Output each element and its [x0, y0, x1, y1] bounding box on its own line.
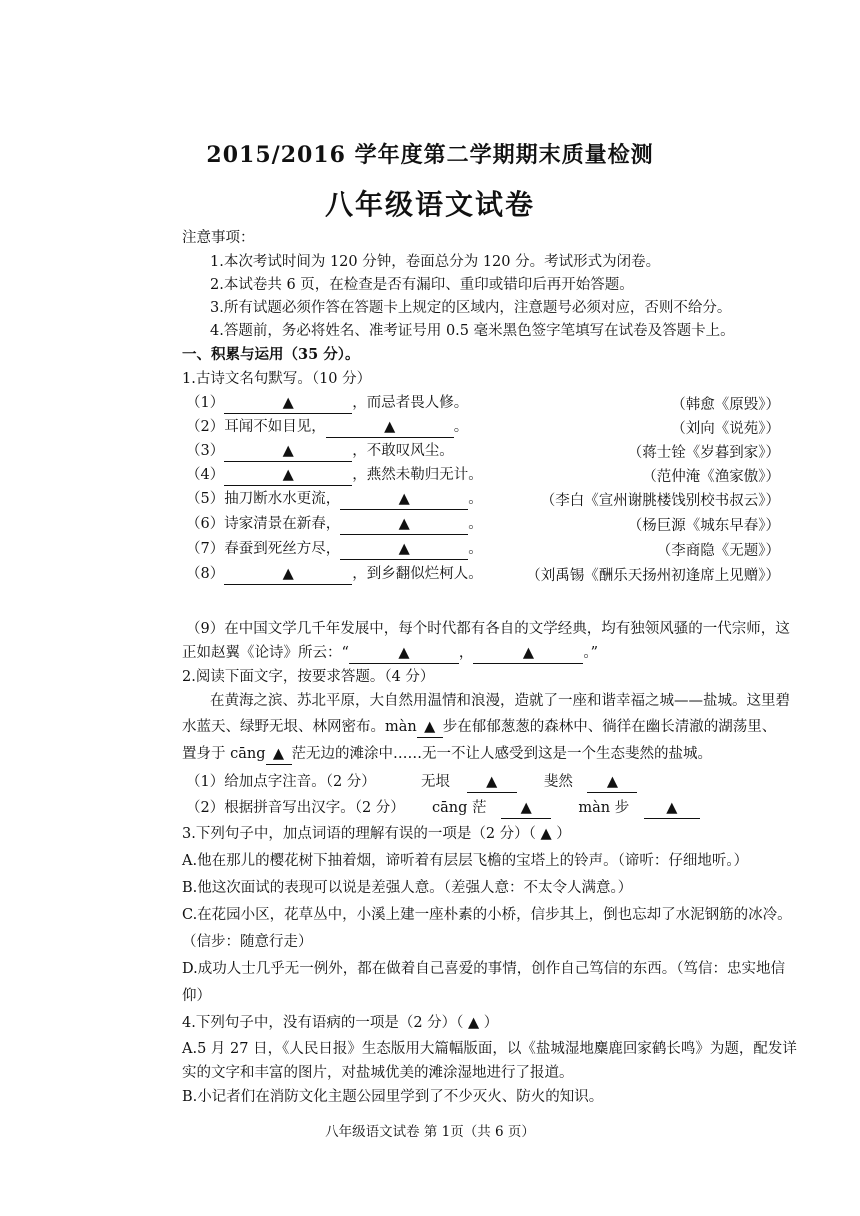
question-1-item-9-line-1: （9）在中国文学几千年发展中，每个时代都有各自的文学经典，均有独领风骚的一代宗师，这 [186, 621, 790, 637]
question-1-item-8 [186, 564, 483, 585]
item-suffix-text: 。 [468, 491, 483, 507]
item-source: （刘向《说苑》） [671, 421, 780, 437]
item-source: （范仲淹《渔家傲》） [642, 469, 780, 485]
item-suffix-text: ，而忌者畏人修。 [352, 395, 469, 411]
item-suffix-text: ，燕然未勒归无计。 [352, 467, 483, 483]
word-manbu: màn 步 [578, 800, 630, 816]
question-4-option-a: A.5 月 27 日，《人民日报》生态版用大篇幅版面，以《盐城湿地麋鹿回家鹤长鸣》为题，配发详 [182, 1041, 797, 1057]
question-1-item-6 [186, 514, 483, 535]
pinyin: màn [385, 719, 417, 735]
question-2-sub-1 [186, 772, 637, 793]
item-suffix-text: ，不敢叹风尘。 [352, 443, 454, 459]
question-1-item-4 [186, 465, 483, 486]
question-4-option-a-cont: 实的文字和丰富的图片，对盐城优美的滩涂湿地进行了报道。 [182, 1065, 574, 1081]
notice-item-1: 1.本次考试时间为 120 分钟，卷面总分为 120 分。考试形式为闭卷。 [210, 254, 661, 270]
sub-question-text: （1）给加点字注音。（2 分） [186, 774, 376, 790]
question-2-sub-2 [186, 798, 700, 819]
item-number: （6） [186, 516, 225, 532]
question-3-option-d-cont: 仰） [182, 988, 211, 1004]
answer-blank[interactable]: ▲ [467, 772, 517, 793]
answer-blank[interactable]: ▲ [501, 798, 551, 819]
item-prefix-text: 抽刀断水水更流， [224, 491, 341, 507]
notice-item-4: 4.答题前，务必将姓名、准考证号用 0.5 毫米黑色签字笔填写在试卷及答题卡上。 [210, 323, 735, 339]
passage-text: 置身于 cāng [182, 746, 266, 762]
answer-blank[interactable]: ▲ [587, 772, 637, 793]
answer-blank[interactable]: ▲ [224, 564, 352, 585]
passage-line-2 [182, 717, 776, 738]
answer-blank[interactable]: ▲ [473, 643, 583, 664]
answer-blank[interactable]: ▲ [644, 798, 700, 819]
item-number: （3） [186, 443, 225, 459]
answer-blank[interactable]: ▲ [224, 441, 352, 462]
question-1-stem: 1.古诗文名句默写。（10 分） [182, 371, 372, 387]
item-source: （李商隐《无题》） [656, 543, 780, 559]
item-9-prefix: 正如赵翼《论诗》所云：“ [182, 645, 349, 661]
exam-title: 2015/2016 学年度第二学期期末质量检测 [206, 142, 654, 168]
item-source: （韩愈《原毁》） [671, 397, 780, 413]
word-wuyin: 无垠 [421, 774, 451, 790]
page-footer: 八年级语文试卷 第 1页（共 6 页） [325, 1124, 535, 1140]
question-3-option-b: B.他这次面试的表现可以说是差强人意。（差强人意：不太令人满意。） [182, 880, 633, 896]
passage-text: 步在郁郁葱葱的森林中、徜徉在幽长清澈的湖荡里、 [442, 719, 777, 735]
section-heading: 一、积累与运用（35 分）。 [182, 346, 360, 363]
exam-subtitle: 八年级语文试卷 [324, 188, 535, 221]
item-number: （5） [186, 491, 225, 507]
question-3-stem: 3.下列句子中，加点词语的理解有误的一项是（2 分）（ ▲ ） [182, 826, 571, 842]
question-3-option-c: C.在花园小区，花草丛中，小溪上建一座朴素的小桥，信步其上，倒也忘却了水泥钢筋的冰冷。 [182, 907, 792, 923]
word-feiran: 斐然 [543, 774, 573, 790]
question-1-item-7 [186, 539, 483, 560]
item-suffix-text: 。 [468, 541, 483, 557]
answer-blank[interactable]: ▲ [340, 514, 468, 535]
item-9-end: 。” [583, 645, 599, 661]
question-1-item-3 [186, 441, 454, 462]
answer-blank[interactable]: ▲ [340, 539, 468, 560]
item-number: （7） [186, 541, 225, 557]
question-4-option-b: B.小记者们在消防文化主题公园里学到了不少灭火、防火的知识。 [182, 1089, 604, 1105]
question-4-stem: 4.下列句子中，没有语病的一项是（2 分）（ ▲ ） [182, 1015, 499, 1031]
question-1-item-5 [186, 489, 483, 510]
item-source: （刘禹锡《酬乐天扬州初逢席上见赠》） [526, 568, 780, 584]
item-source: （杨巨源《城东早春》） [627, 518, 780, 534]
answer-blank[interactable]: ▲ [224, 465, 352, 486]
passage-line-1: 在黄海之滨、苏北平原，大自然用温情和浪漫，造就了一座和谐幸福之城——盐城。这里碧 [210, 693, 790, 709]
item-number: （1） [186, 395, 225, 411]
item-prefix-text: 耳闻不如目见， [224, 419, 326, 435]
item-source: （蒋士铨《岁暮到家》） [627, 445, 780, 461]
passage-text: 水蓝天、绿野无垠、林网密布。 [182, 719, 385, 735]
answer-blank[interactable]: ▲ [326, 417, 454, 438]
question-3-option-d: D.成功人士几乎无一例外，都在做着自己喜爱的事情，创作自己笃信的东西。（笃信：忠实地信 [182, 961, 785, 977]
notice-item-3: 3.所有试题必须作答在答题卡上规定的区域内，注意题号必须对应，否则不给分。 [210, 300, 732, 316]
item-9-comma: ， [458, 645, 474, 661]
question-1-item-2 [186, 417, 468, 438]
answer-blank[interactable]: ▲ [417, 717, 443, 738]
answer-blank[interactable]: ▲ [266, 744, 292, 765]
item-number: （4） [186, 467, 225, 483]
question-1-item-1 [186, 393, 468, 414]
item-suffix-text: ，到乡翻似烂柯人。 [352, 566, 483, 582]
item-prefix-text: 春蚕到死丝方尽， [224, 541, 341, 557]
item-number: （8） [186, 566, 225, 582]
passage-line-3 [182, 744, 712, 765]
answer-blank[interactable]: ▲ [340, 489, 468, 510]
passage-text: 茫无边的滩涂中……无一不让人感受到这是一个生态斐然的盐城。 [291, 746, 712, 762]
item-suffix-text: 。 [453, 419, 469, 435]
answer-blank[interactable]: ▲ [224, 393, 352, 414]
notice-heading: 注意事项： [182, 230, 255, 246]
item-source: （李白《宣州谢朓楼饯别校书叔云》） [540, 493, 780, 509]
notice-item-2: 2.本试卷共 6 页，在检查是否有漏印、重印或错印后再开始答题。 [210, 277, 634, 293]
question-3-option-a: A.他在那儿的樱花树下抽着烟，谛听着有层层飞檐的宝塔上的铃声。（谛听：仔细地听。） [182, 853, 749, 869]
question-1-item-9-line-2 [182, 643, 598, 664]
question-2-stem: 2.阅读下面文字，按要求答题。（4 分） [182, 669, 435, 685]
item-prefix-text: 诗家清景在新春， [224, 516, 341, 532]
item-number: （2） [186, 419, 225, 435]
answer-blank[interactable]: ▲ [349, 643, 459, 664]
item-suffix-text: 。 [468, 516, 483, 532]
question-3-option-c-note: （信步：随意行走） [182, 934, 313, 950]
sub-question-text: （2）根据拼音写出汉字。（2 分） [186, 800, 405, 816]
word-cangmang: cāng 茫 [432, 800, 487, 816]
